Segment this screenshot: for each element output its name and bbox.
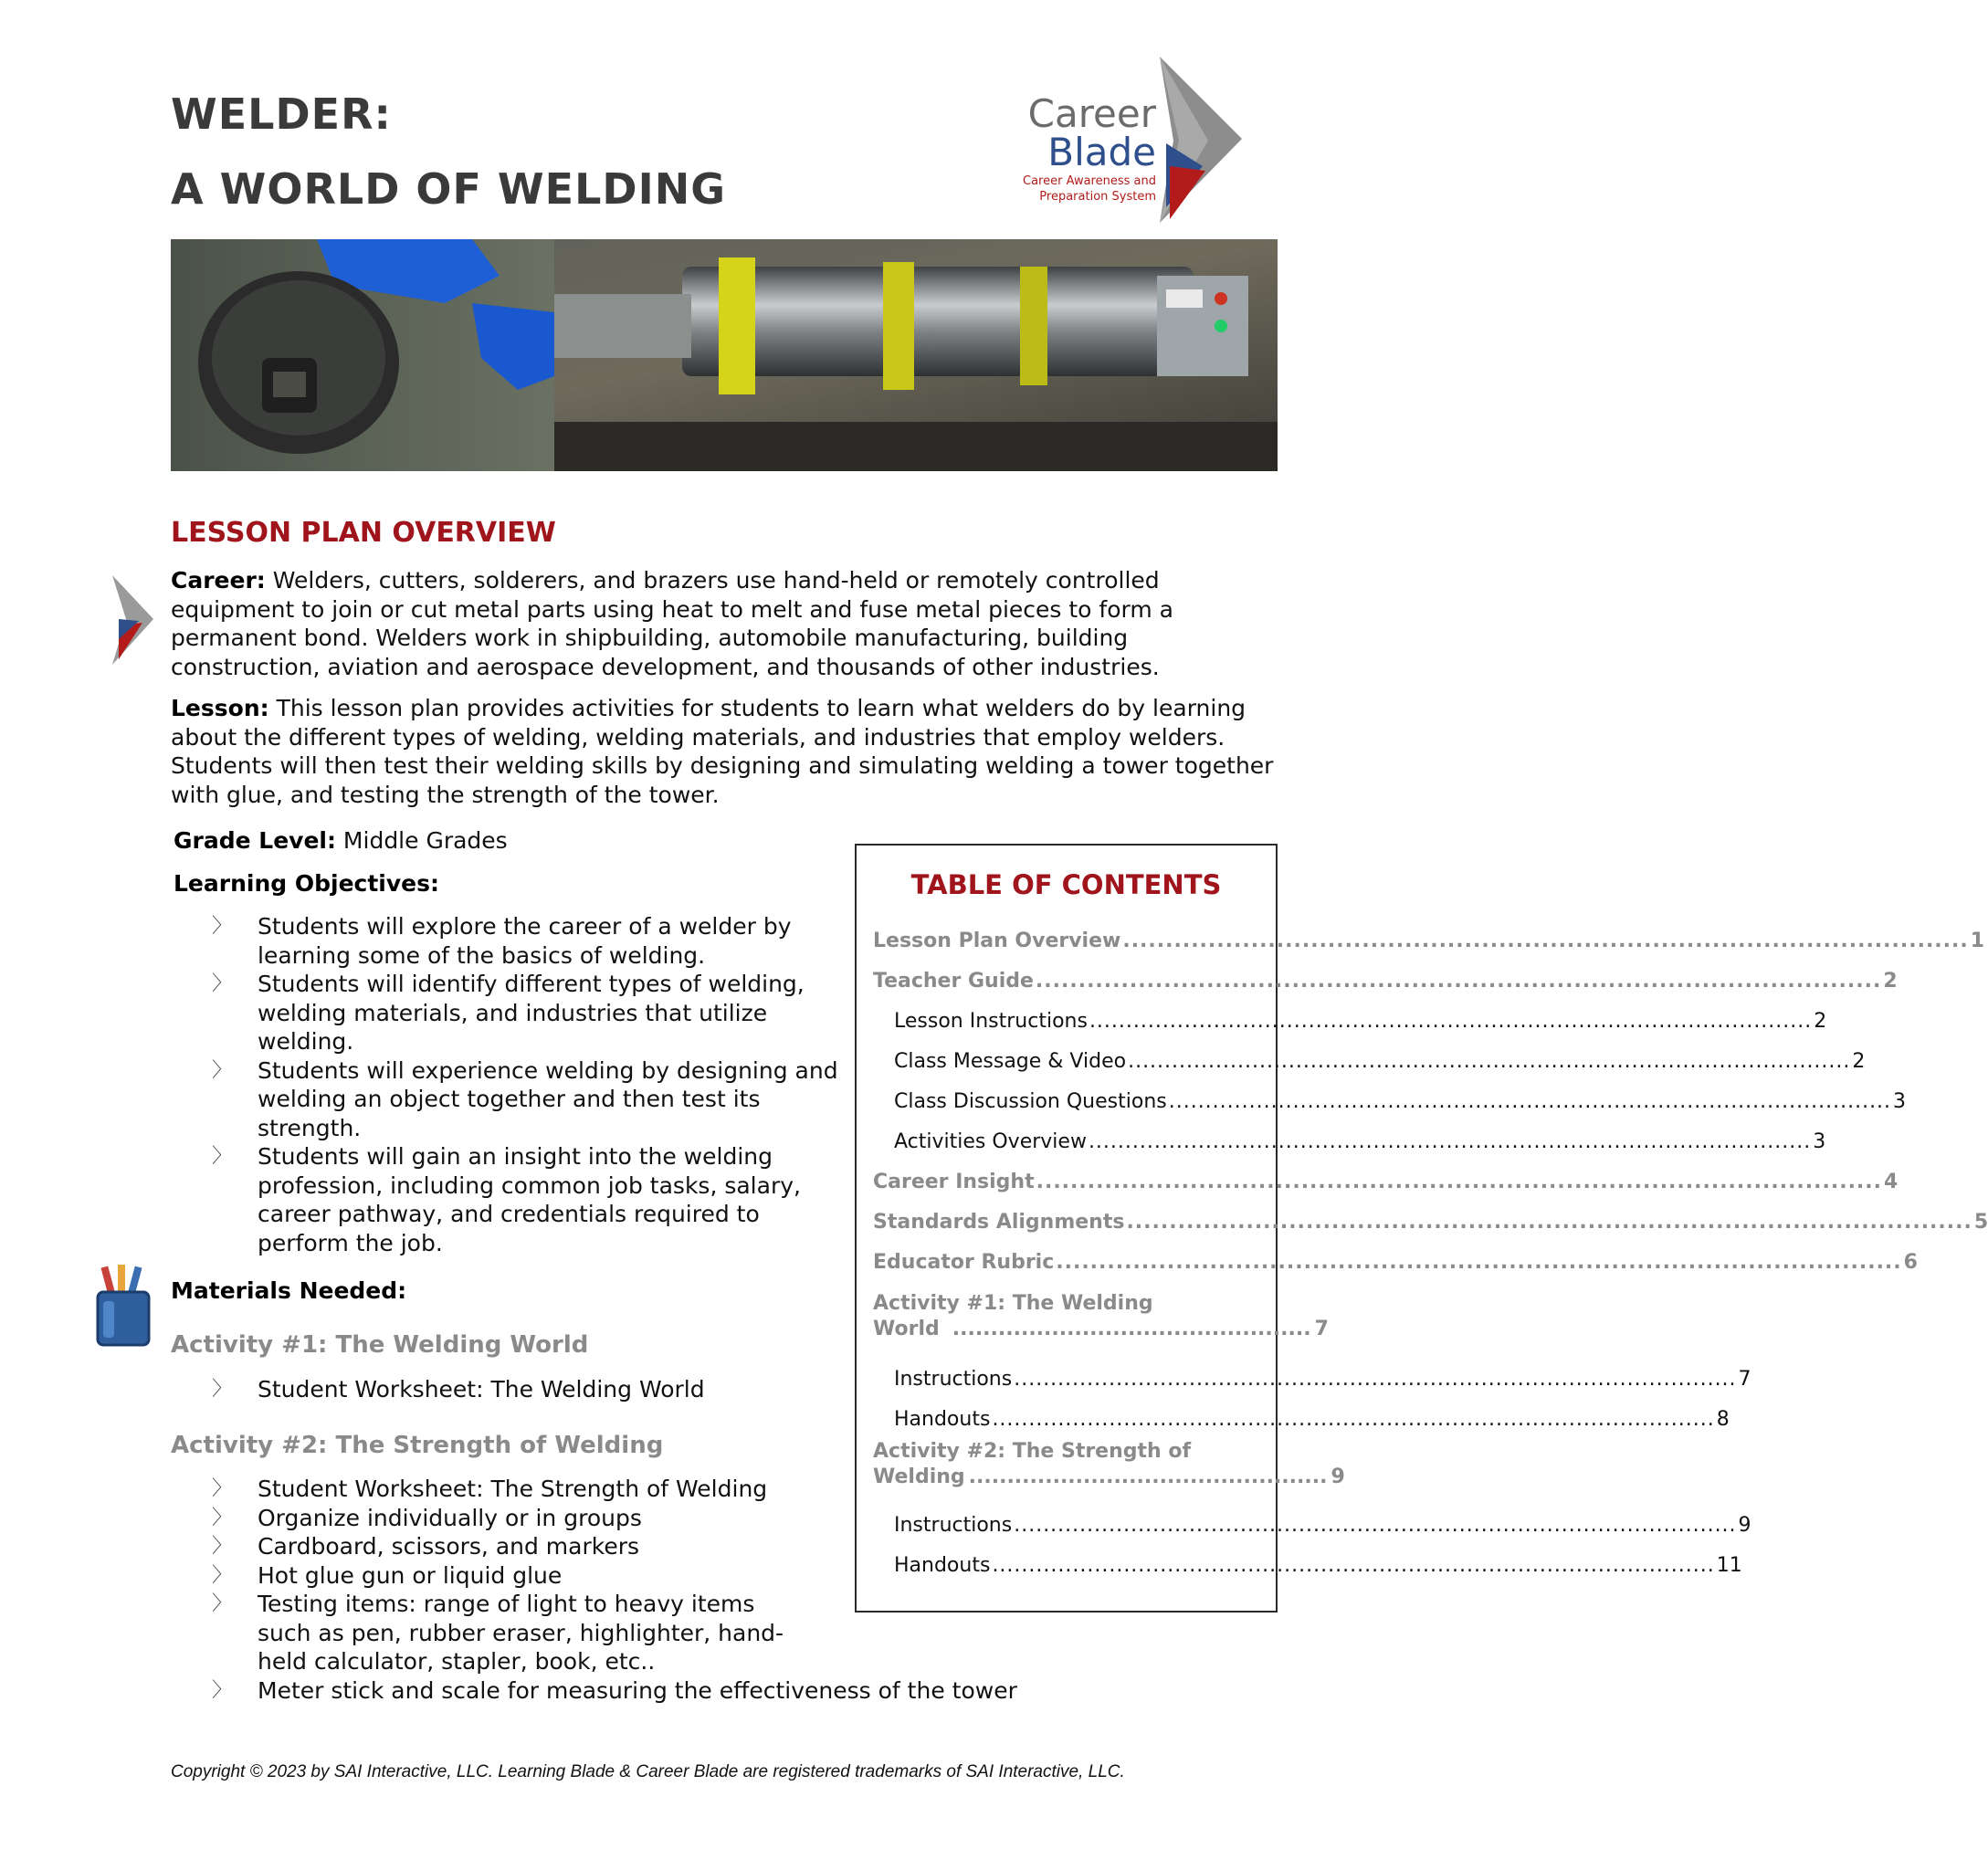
logo-tagline [973, 173, 1156, 205]
toc-label: Instructions [894, 1514, 1013, 1537]
logo-tagline-line2: Preparation System [1039, 190, 1156, 204]
activity2-heading: Activity #2: The Strength of Welding [171, 1432, 664, 1459]
toc-entry-career-insight[interactable] [873, 1171, 1899, 1193]
toc-label: Welding [873, 1466, 965, 1488]
toc-label: Teacher Guide [873, 970, 1034, 993]
list-item [174, 970, 840, 1056]
toc-entry-activity1[interactable] [873, 1291, 1329, 1342]
logo-word-career: Career [1027, 91, 1156, 136]
toc-label-row: World ............................................... 7 [873, 1318, 1329, 1340]
bullet-arrow-icon: 〉 [212, 972, 233, 995]
bullet-arrow-icon: 〉 [212, 1477, 233, 1500]
list-item [174, 1504, 849, 1533]
toc-label: Lesson Instructions [894, 1010, 1088, 1033]
toc-page: 3 [1813, 1130, 1826, 1153]
material-text: Hot glue gun or liquid glue [258, 1561, 563, 1589]
pencil-cup-icon [94, 1265, 154, 1349]
bullet-arrow-icon: 〉 [212, 1058, 233, 1082]
toc-page: 7 [1314, 1318, 1329, 1340]
toc-page: 7 [1738, 1368, 1751, 1391]
material-text: Meter stick and scale for measuring the effectiveness of the tower [258, 1676, 1017, 1704]
toc-page: 9 [1738, 1514, 1751, 1537]
grade-level [174, 826, 508, 856]
toc-page: 6 [1903, 1251, 1918, 1274]
lesson-text: This lesson plan provides activities for students to learn what welders do by learning about the different types of welding, welding materials, and industries that employ welders. Students will then test their welding skills by designing and simulating welding a tower together with glue, and testing the strength of the tower. [171, 695, 1274, 808]
toc-page: 2 [1814, 1010, 1827, 1033]
toc-label-row: Welding ............................................... 9 [873, 1466, 1345, 1488]
overview-heading: LESSON PLAN OVERVIEW [171, 517, 556, 549]
toc-entry-lesson-instructions[interactable] [894, 1010, 1827, 1033]
objective-text: Students will gain an insight into the welding profession, including common job tasks, salary, career pathway, and credentials required to perform the job. [258, 1143, 801, 1256]
toc-entry-lesson-plan-overview[interactable] [873, 930, 1985, 952]
page-title-line1: WELDER: [171, 89, 392, 139]
toc-entry-activity2-instructions[interactable] [894, 1514, 1751, 1537]
copyright-footer: Copyright © 2023 by SAI Interactive, LLC. Learning Blade & Career Blade are registered trademarks of SAI Interactive, LLC. [171, 1762, 1125, 1781]
toc-label: Class Discussion Questions [894, 1090, 1167, 1113]
bullet-arrow-icon: 〉 [212, 1678, 233, 1702]
toc-page: 2 [1852, 1050, 1866, 1073]
career-text: Welders, cutters, solderers, and brazers use hand-held or remotely controlled equipment to join or cut metal parts using heat to melt and fuse metal pieces to form a permanent bond. Welders work in shipbuilding, automobile manufacturing, building construction, aviation and aerospace development, and thousands of other industries. [171, 567, 1173, 680]
toc-label: Career Insight [873, 1171, 1035, 1193]
objective-text: Students will experience welding by designing and welding an object together and then test its strength. [258, 1056, 838, 1141]
toc-label: Instructions [894, 1368, 1013, 1391]
list-item [174, 1056, 840, 1143]
objectives-list [174, 912, 840, 1257]
toc-entry-standards-alignments[interactable] [873, 1211, 1988, 1234]
page-title-line2: A WORLD OF WELDING [171, 164, 726, 214]
toc-heading: TABLE OF CONTENTS [910, 869, 1222, 900]
career-paragraph [171, 566, 1278, 681]
toc-entry-class-message-video[interactable] [894, 1050, 1866, 1073]
material-text: Student Worksheet: The Welding World [258, 1376, 705, 1402]
objective-text: Students will identify different types of welding, welding materials, and industries that utilize welding. [258, 971, 805, 1055]
toc-page: 1 [1970, 930, 1985, 952]
career-blade-logo [1000, 57, 1242, 223]
toc-page: 11 [1716, 1554, 1742, 1577]
bullet-arrow-icon: 〉 [212, 1592, 233, 1615]
toc-label: Educator Rubric [873, 1251, 1055, 1274]
toc-label: Lesson Plan Overview [873, 930, 1121, 952]
toc-page: 8 [1716, 1408, 1730, 1431]
toc-entry-activity1-handouts[interactable] [894, 1408, 1730, 1431]
toc-entry-activity2-handouts[interactable] [894, 1554, 1742, 1577]
toc-page: 9 [1331, 1466, 1345, 1488]
toc-label: Handouts [894, 1408, 991, 1431]
material-text: Testing items: range of light to heavy items such as pen, rubber eraser, highlighter, hand-held calculator, stapler, book, etc.. [258, 1591, 784, 1675]
material-text: Organize individually or in groups [258, 1504, 642, 1531]
toc-label: Standards Alignments [873, 1211, 1125, 1234]
lesson-paragraph [171, 694, 1278, 809]
logo-word-blade: Blade [1047, 130, 1156, 174]
toc-label: Activity #1: The Welding [873, 1292, 1153, 1315]
toc-entry-activities-overview[interactable] [894, 1130, 1826, 1153]
list-item [174, 912, 840, 970]
toc-page: 4 [1884, 1171, 1899, 1193]
list-item [174, 1532, 849, 1561]
list-item [174, 1676, 1262, 1706]
list-item [174, 1590, 805, 1676]
toc-label: Activity #2: The Strength of [873, 1440, 1192, 1463]
toc-page: 5 [1973, 1211, 1988, 1234]
material-text: Cardboard, scissors, and markers [258, 1533, 640, 1560]
toc-entry-educator-rubric[interactable] [873, 1251, 1918, 1274]
toc-label: Class Message & Video [894, 1050, 1127, 1073]
grade-value: Middle Grades [335, 827, 508, 854]
list-item [174, 1475, 849, 1504]
material-text: Student Worksheet: The Strength of Welding [258, 1476, 768, 1502]
toc-page: 3 [1893, 1090, 1907, 1113]
bullet-arrow-icon: 〉 [212, 1506, 233, 1529]
objective-text: Students will explore the career of a welder by learning some of the basics of welding. [258, 913, 792, 969]
grade-label: Grade Level: [174, 827, 336, 854]
toc-entry-teacher-guide[interactable] [873, 970, 1898, 993]
toc-entry-class-discussion-questions[interactable] [894, 1090, 1907, 1113]
toc-entry-activity2[interactable] [873, 1439, 1345, 1490]
logo-tagline-line1: Career Awareness and [1023, 174, 1156, 188]
bullet-arrow-icon: 〉 [212, 915, 233, 938]
bullet-arrow-icon: 〉 [212, 1145, 233, 1168]
toc-label: Activities Overview [894, 1130, 1087, 1153]
activity1-heading: Activity #1: The Welding World [171, 1331, 589, 1359]
toc-entry-activity1-instructions[interactable] [894, 1368, 1751, 1391]
bullet-arrow-icon: 〉 [212, 1535, 233, 1558]
lesson-label: Lesson: [171, 695, 269, 721]
objectives-label-text: Learning Objectives: [174, 870, 439, 897]
objectives-label [174, 869, 439, 898]
welding-hero-image [171, 239, 1278, 471]
toc-label: World [873, 1318, 940, 1340]
list-item [174, 1561, 849, 1591]
career-label: Career: [171, 567, 266, 594]
materials-label-text: Materials Needed: [171, 1277, 407, 1304]
bullet-arrow-icon: 〉 [212, 1378, 233, 1401]
table-of-contents [855, 844, 1988, 1613]
welding-scene-illustration [171, 239, 1278, 471]
list-item [174, 1142, 840, 1257]
bullet-arrow-icon: 〉 [212, 1563, 233, 1587]
materials-label [171, 1276, 406, 1306]
toc-label: Handouts [894, 1554, 991, 1577]
toc-page: 2 [1883, 970, 1898, 993]
blade-marker-icon [99, 575, 153, 665]
